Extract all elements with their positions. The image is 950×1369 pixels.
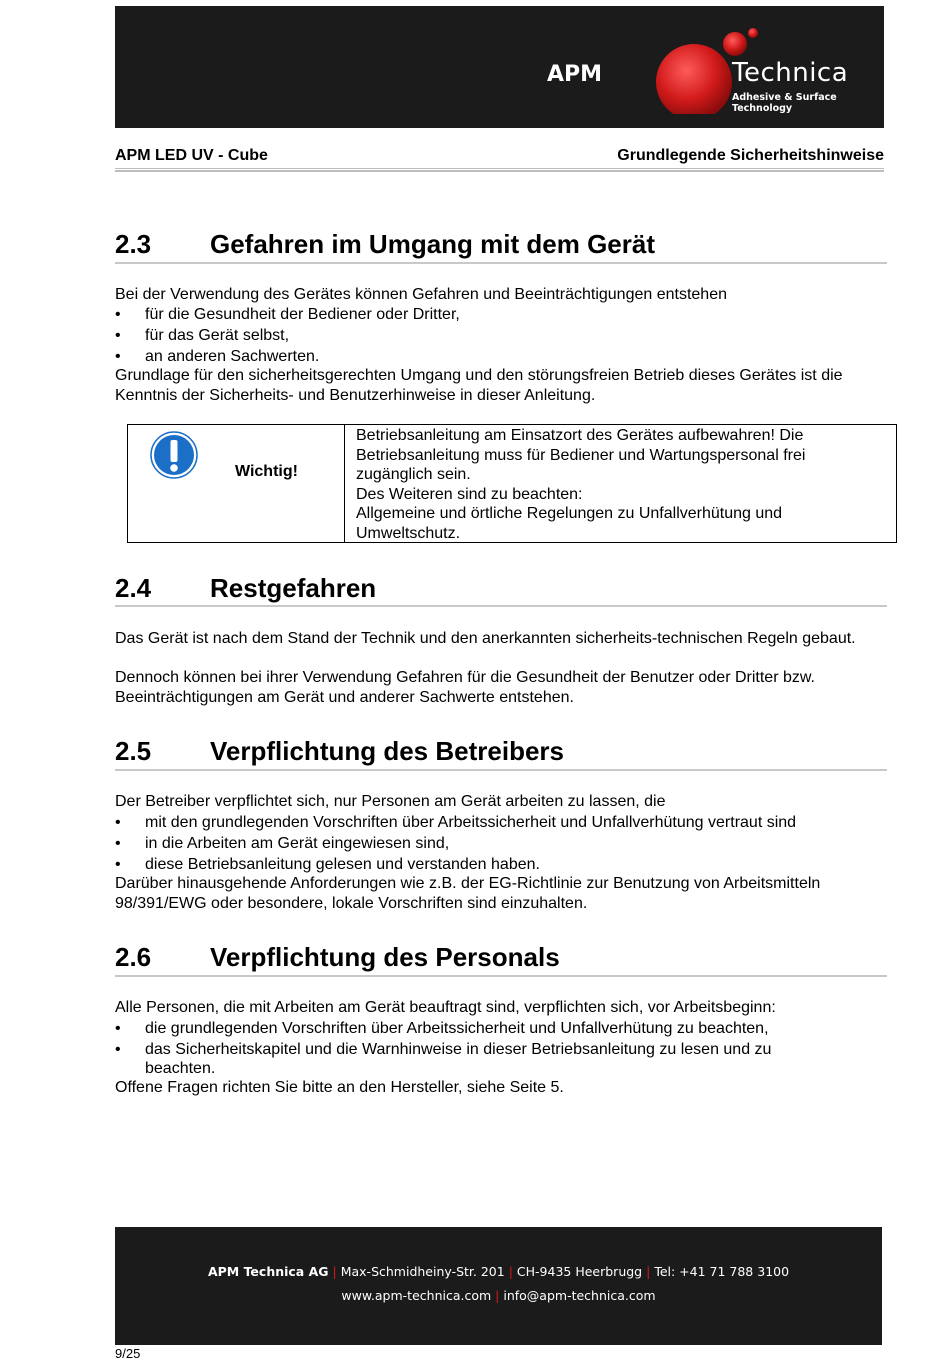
footer-street: Max-Schmidheiny-Str. 201 <box>340 1264 505 1279</box>
section-number: 2.3 <box>115 229 152 259</box>
footer-separator: | <box>646 1264 651 1279</box>
paragraph: Das Gerät ist nach dem Stand der Technik und den anerkannten sicherheits-technischen Regeln gebaut. <box>115 630 856 647</box>
section-divider <box>115 975 887 977</box>
paragraph: Grundlage für den sicherheitsgerechten Umgang und den störungsfreien Betrieb dieses Gerätes ist die Kenntnis der Sicherheits- und Benutzerhinweise in dieser Anleitung. <box>115 367 843 404</box>
section-divider <box>115 605 887 607</box>
header-divider <box>115 168 884 172</box>
page-number: 9/25 <box>115 1346 141 1361</box>
note-line: Betriebsanleitung am Einsatzort des Gerätes aufbewahren! Die Betriebsanleitung muss für Bediener und Wartungspersonal frei zugänglich sein. <box>356 427 806 483</box>
footer-address-line <box>115 1264 882 1279</box>
section-title: Verpflichtung des Betreibers <box>210 736 564 766</box>
footer-website-link[interactable]: www.apm-technica.com <box>341 1288 492 1303</box>
section-heading-2-4 <box>115 573 376 604</box>
section-title: Verpflichtung des Personals <box>210 942 560 972</box>
note-body <box>356 426 876 543</box>
section-number: 2.5 <box>115 736 152 766</box>
paragraph: Alle Personen, die mit Arbeiten am Gerät beauftragt sind, verpflichten sich, vor Arbeitsbeginn: <box>115 999 776 1016</box>
header-document-title: APM LED UV - Cube <box>115 147 268 164</box>
header-banner <box>115 6 884 128</box>
logo-tagline: Adhesive & Surface Technology <box>732 92 837 114</box>
section-title: Gefahren im Umgang mit dem Gerät <box>210 229 655 259</box>
logo-apm-text: APM <box>547 62 603 87</box>
section-heading-2-6 <box>115 942 560 973</box>
paragraph: Offene Fragen richten Sie bitte an den Hersteller, siehe Seite 5. <box>115 1079 564 1096</box>
footer-separator: | <box>508 1264 513 1279</box>
footer-company: APM Technica AG <box>207 1264 329 1279</box>
note-divider <box>344 425 345 542</box>
footer-email-link[interactable]: info@apm-technica.com <box>503 1288 656 1303</box>
footer-separator: | <box>495 1288 500 1303</box>
section-divider <box>115 262 887 264</box>
footer-banner <box>115 1227 882 1345</box>
paragraph: Dennoch können bei ihrer Verwendung Gefahren für die Gesundheit der Benutzer oder Dritter bzw. Beeinträchtigungen am Gerät und anderer Sachwerte entstehen. <box>115 669 815 706</box>
footer-contact-line <box>115 1288 882 1303</box>
header-chapter-title: Grundlegende Sicherheitshinweise <box>617 147 884 164</box>
paragraph: Darüber hinausgehende Anforderungen wie z.B. der EG-Richtlinie zur Benutzung von Arbeitsmitteln 98/391/EWG oder besondere, lokale Vorschriften sind einzuhalten. <box>115 875 821 912</box>
note-line: Des Weiteren sind zu beachten: <box>356 485 583 503</box>
section-heading-2-5 <box>115 736 564 767</box>
section-divider <box>115 769 887 771</box>
logo-brand-name: Technica <box>732 58 849 88</box>
info-exclamation-icon <box>150 431 198 479</box>
note-label: Wichtig! <box>235 463 298 480</box>
footer-separator: | <box>332 1264 337 1279</box>
section-number: 2.4 <box>115 573 152 603</box>
important-note-box <box>127 424 897 543</box>
paragraph: Bei der Verwendung des Gerätes können Gefahren und Beeinträchtigungen entstehen <box>115 286 727 303</box>
note-line: Allgemeine und örtliche Regelungen zu Unfallverhütung und Umweltschutz. <box>356 505 783 542</box>
section-number: 2.6 <box>115 942 152 972</box>
section-heading-2-3 <box>115 229 655 260</box>
footer-city: CH-9435 Heerbrugg <box>516 1264 643 1279</box>
section-title: Restgefahren <box>210 573 377 603</box>
paragraph: Der Betreiber verpflichtet sich, nur Personen am Gerät arbeiten zu lassen, die <box>115 793 666 810</box>
footer-phone: Tel: +41 71 788 3100 <box>654 1264 790 1279</box>
